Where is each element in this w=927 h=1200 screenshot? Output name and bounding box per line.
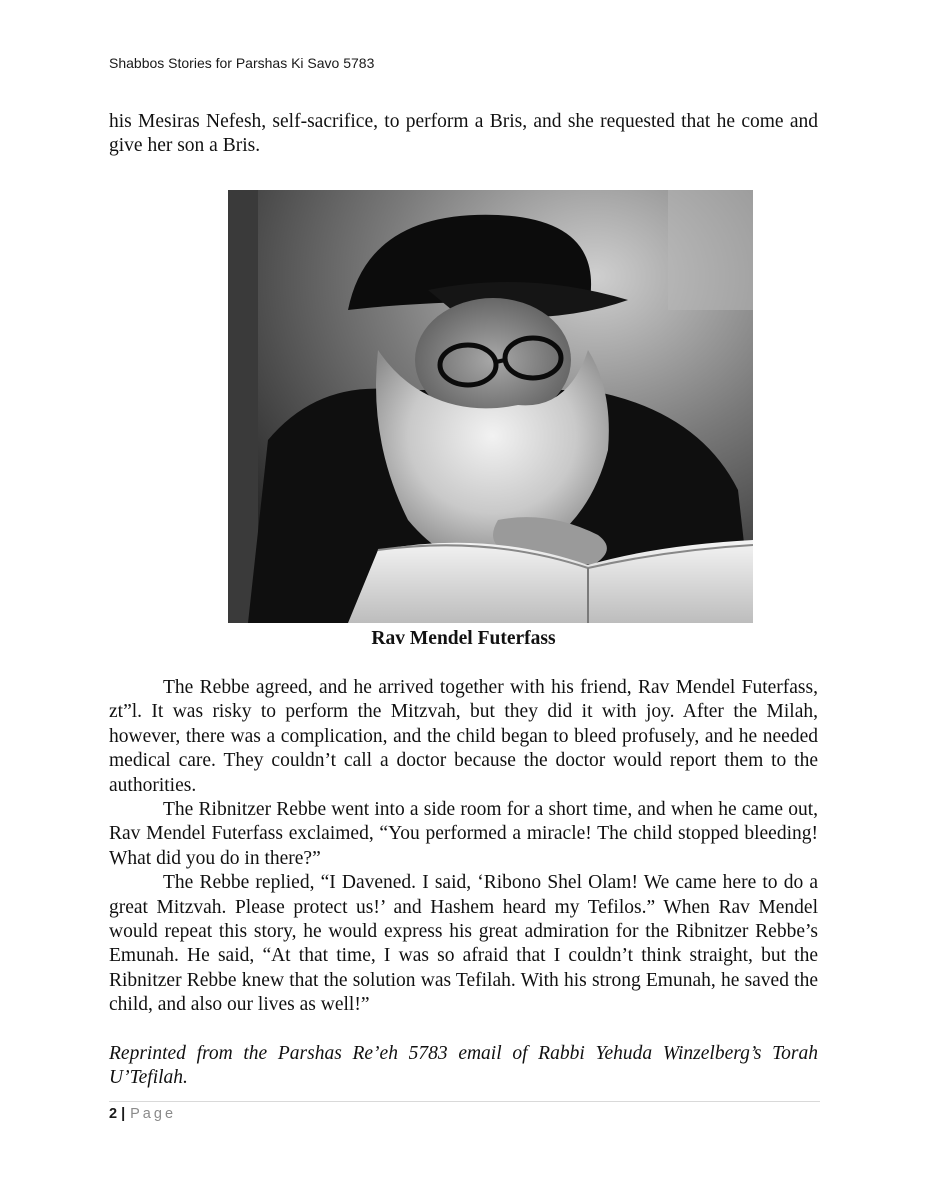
page-label: Page [130, 1106, 177, 1122]
photo-caption: Rav Mendel Futerfass [371, 628, 556, 649]
story-body [109, 676, 818, 1018]
page-footer [109, 1106, 176, 1122]
paragraph: The Rebbe replied, “I Davened. I said, ‘Ribono Shel Olam! We came here to do a great Mitzvah. Please protect us!’ and Hashem heard my Tefilos.” When Rav Mendel would repeat this story, he would express his great admiration for the Ribnitzer Rebbe’s Emunah. He said, “At that time, I was so afraid that I couldn’t think straight, but the Ribnitzer Rebbe knew that the solution was Tefilah. With his strong Emunah, he saved the child, and also our lives as well!” [109, 872, 818, 1016]
page-header: Shabbos Stories for Parshas Ki Savo 5783 [109, 55, 375, 71]
portrait-illustration [228, 190, 753, 623]
portrait-photo [228, 190, 753, 623]
footer-separator: | [121, 1106, 126, 1122]
intro-paragraph [109, 110, 818, 159]
paragraph: The Ribnitzer Rebbe went into a side room for a short time, and when he came out, Rav Mendel Futerfass exclaimed, “You performed a miracle! The child stopped bleeding! What did you do in there?” [109, 799, 818, 869]
paragraph: The Rebbe agreed, and he arrived together with his friend, Rav Mendel Futerfass, zt”l. It was risky to perform the Mitzvah, but they did it with joy. After the Milah, however, there was a complication, and the child began to bleed profusely, and he needed medical care. They couldn’t call a doctor because the doctor would report them to the authorities. [109, 677, 818, 796]
page-number: 2 [109, 1106, 118, 1122]
reprint-credit: Reprinted from the Parshas Re’eh 5783 email of Rabbi Yehuda Winzelberg’s Torah U’Tefilah. [109, 1043, 818, 1089]
footer-divider [109, 1101, 820, 1102]
paragraph: his Mesiras Nefesh, self-sacrifice, to perform a Bris, and she requested that he come and give her son a Bris. [109, 111, 818, 157]
